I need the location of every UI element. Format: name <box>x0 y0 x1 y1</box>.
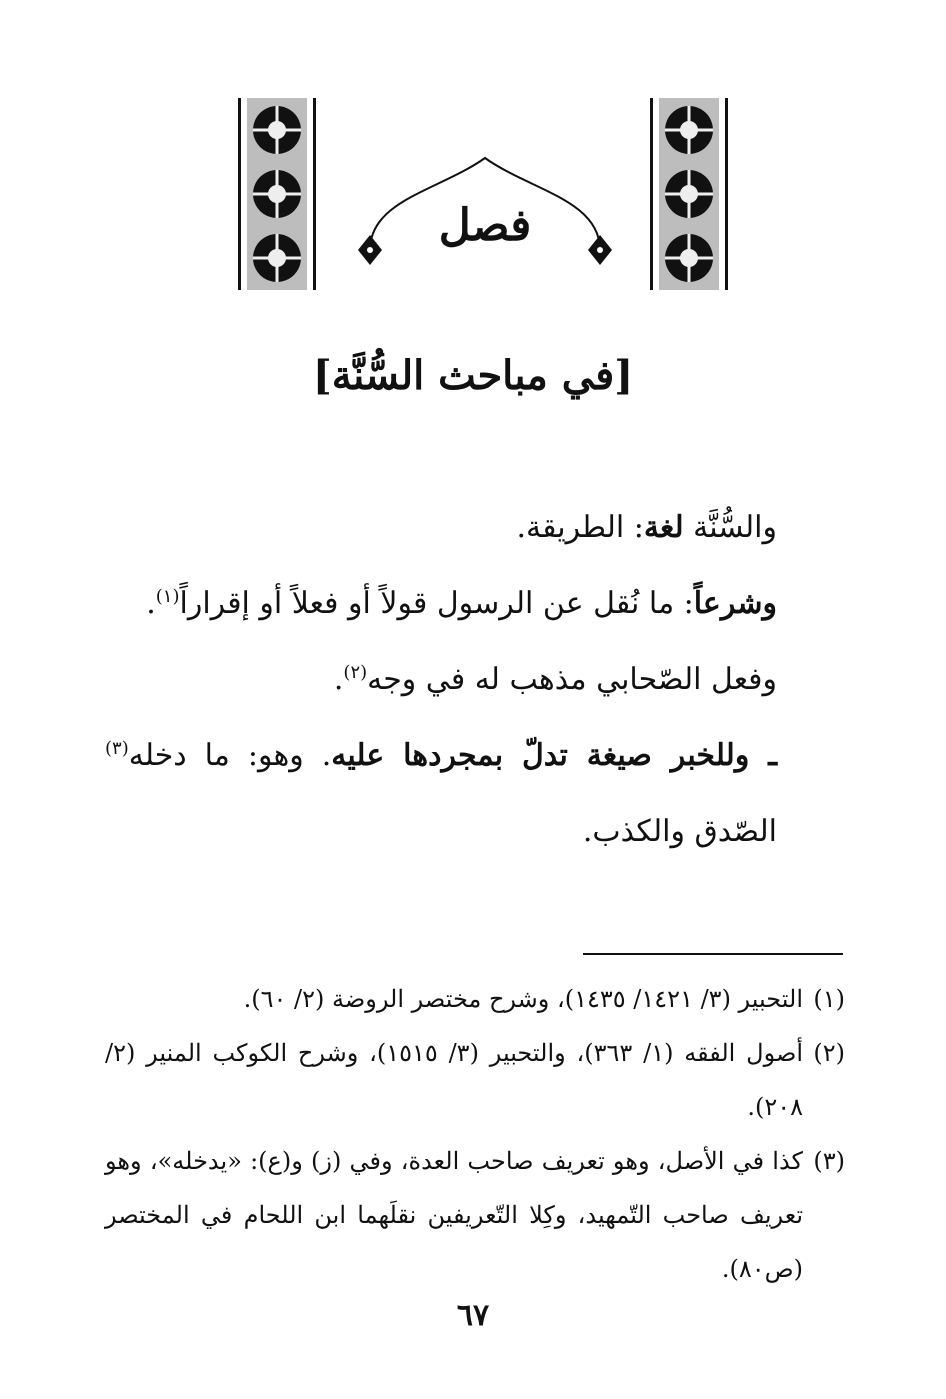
footnote-item <box>105 972 845 1026</box>
bold-term: وللخبر صيغة تدلّ بمجردها عليه <box>331 738 750 773</box>
text-span: : ما نُقل عن الرسول قولاً أو فعلاً أو إقراراً <box>179 586 694 621</box>
footnote-number: (٢) <box>813 1039 845 1067</box>
footnote-number: (٣) <box>813 1147 845 1175</box>
footnote-item <box>105 1026 845 1134</box>
text-span: والسُّنَّة <box>683 510 777 545</box>
footnote-separator <box>583 953 843 955</box>
footnote-item <box>105 1134 845 1296</box>
footnote-number: (١) <box>813 985 845 1013</box>
footnote-ref: (١) <box>155 586 180 607</box>
paragraph-definition-language <box>105 490 845 566</box>
paragraph-report-form <box>105 718 845 870</box>
page-number: ٦٧ <box>456 1298 490 1333</box>
ornament-pillar-left-icon <box>238 98 316 290</box>
section-title: فصل <box>438 200 532 251</box>
footnote-ref: (٢) <box>343 662 368 683</box>
chapter-heading: [في مباحث السُّنَّة] <box>312 352 634 399</box>
body-text <box>105 490 845 870</box>
text-span: . وهو: ما دخله <box>128 738 332 773</box>
text-span: . <box>333 662 344 697</box>
ornament-pillar-right-icon <box>650 98 728 290</box>
footnote-text: أصول الفقه (١/ ٣٦٣)، والتحبير (٣/ ١٥١٥)، وشرح الكوكب المنير (٢/ ٢٠٨). <box>105 1039 804 1121</box>
bold-term: لغة <box>643 510 684 545</box>
section-header-ornament <box>230 90 730 300</box>
text-span: ـ <box>749 738 778 773</box>
text-span: وفعل الصّحابي مذهب له في وجه <box>367 662 777 697</box>
text-span: : الطريقة. <box>516 510 644 545</box>
bold-term: وشرعاً <box>693 586 777 621</box>
text-span: . <box>146 586 156 621</box>
paragraph-definition-sharia <box>105 566 845 642</box>
text-span: الصّدق والكذب. <box>582 814 777 849</box>
footnotes <box>105 972 845 1296</box>
footnote-text: التحبير (٣/ ١٤٢١/ ١٤٣٥)، وشرح مختصر الروضة (٢/ ٦٠). <box>243 985 803 1013</box>
footnote-ref: (٣) <box>105 738 129 759</box>
footnote-text: كذا في الأصل، وهو تعريف صاحب العدة، وفي (ز) و(ع): «يدخله»، وهو تعريف صاحب التّمهيد، وكِلا التّعريفين نقلَهما ابن اللحام في المختصر (ص٨٠). <box>105 1147 803 1283</box>
paragraph-companion-act <box>105 642 845 718</box>
